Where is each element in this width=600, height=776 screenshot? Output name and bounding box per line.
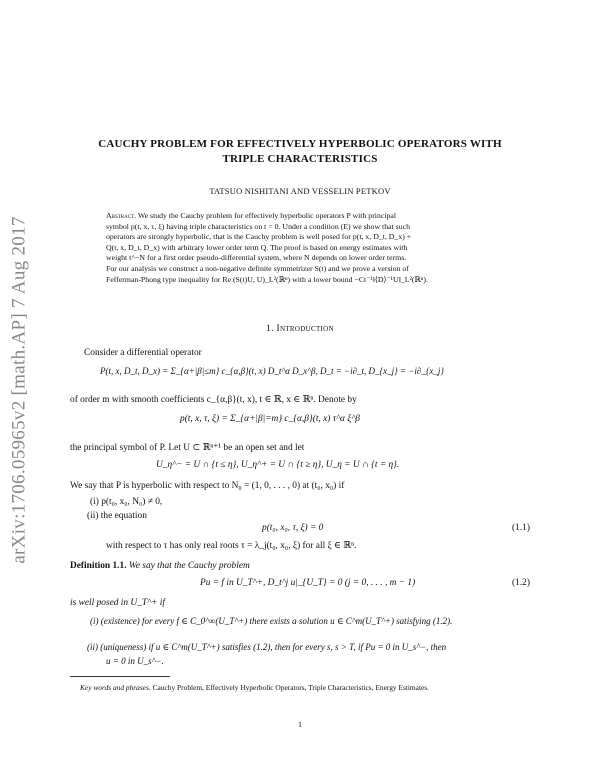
abstract-line: We study the Cauchy problem for effectively hyperbolic operators P with principal — [137, 211, 397, 220]
abstract-line: Fefferman-Phong type inequality for Re (S(t)U, U)_L²(ℝⁿ) with a lower bound −Ct⁻¹‖⟨D⟩⁻¹U‖_L²(ℝⁿ). — [106, 274, 428, 284]
abstract-line: symbol p(t, x, τ, ξ) having triple characteristics on t = 0. Under a condition (E) we show that such — [106, 221, 410, 231]
abstract — [106, 211, 496, 285]
equation-operator: P(t, x, D_t, D_x) = Σ_{α+|β|≤m} c_{α,β}(t, x) D_t^α D_x^β, D_t = −i∂_t, D_{x_j} = −i∂_{x_j} — [100, 366, 445, 376]
abstract-line: weight t^−N for a first order pseudo-differential system, where N depends on lower order terms. — [106, 253, 407, 263]
equation-sets: U_η^− = U ∩ {t ≤ η}, U_η^+ = U ∩ {t ≥ η}, U_η = U ∩ {t = η}. — [156, 460, 400, 470]
list-item-continuation: u = 0 in U_s^−. — [106, 656, 164, 666]
paper-title — [70, 137, 530, 167]
paragraph: the principal symbol of P. Let U ⊂ ℝⁿ⁺¹ be an open set and let — [70, 443, 305, 453]
list-item: (i) (existence) for every f ∈ C_0^∞(U_T^+) there exists a solution u ∈ C^m(U_T^+) satisfying (1.2). — [90, 616, 453, 626]
list-item: (ii) the equation — [87, 511, 147, 521]
list-item: (i) p(t₀, x₀, N₀) ≠ 0, — [90, 497, 163, 507]
page-number: 1 — [298, 720, 302, 729]
abstract-line: Q(t, x, D_t, D_x) with arbitrary lower order term Q. The proof is based on energy estimates with — [106, 242, 408, 252]
title-line-1: CAUCHY PROBLEM FOR EFFECTIVELY HYPERBOLIC OPERATORS WITH — [98, 138, 502, 150]
footnote-text: Cauchy Problem, Effectively Hyperbolic Operators, Triple Characteristics, Energy Estimates. — [152, 683, 430, 692]
paragraph: is well posed in U_T^+ if — [70, 598, 165, 608]
abstract-line: operators are strongly hyperbolic, that is the Cauchy problem is well posed for p(t, x, D_t, D_x) + — [106, 232, 412, 242]
list-item: (ii) (uniqueness) if u ∈ C^m(U_T^+) satisfies (1.2), then for every s, s > T, if Pu = 0 in U_s^−, then — [87, 642, 447, 652]
equation-number: (1.2) — [512, 578, 530, 588]
abstract-label: Abstract. — [106, 211, 137, 220]
abstract-line: For our analysis we construct a non-negative definite symmetrizer S(t) and we prove a version of — [106, 263, 409, 273]
footnote-label: Key words and phrases. — [80, 683, 151, 692]
equation-1-1: p(t₀, x₀, τ, ξ) = 0 — [262, 523, 324, 533]
definition-heading: Definition 1.1. — [70, 561, 127, 571]
equation-symbol: p(t, x, τ, ξ) = Σ_{α+|β|=m} c_{α,β}(t, x) τ^α ξ^β — [180, 414, 360, 424]
equation-number: (1.1) — [512, 523, 530, 533]
definition-line — [70, 561, 250, 571]
paragraph: with respect to τ has only real roots τ = λ_j(t₀, x₀, ξ) for all ξ ∈ ℝⁿ. — [106, 541, 357, 551]
footnote — [70, 682, 530, 693]
paragraph: Consider a differential operator — [84, 348, 202, 358]
authors: TATSUO NISHITANI AND VESSELIN PETKOV — [209, 186, 391, 196]
paragraph: of order m with smooth coefficients c_{α,β}(t, x), t ∈ ℝ, x ∈ ℝⁿ. Denote by — [70, 395, 357, 405]
arxiv-identifier: arXiv:1706.05965v2 [math.AP] 7 Aug 2017 — [9, 216, 31, 564]
definition-text: We say that the Cauchy problem — [128, 561, 250, 571]
footnote-rule — [70, 676, 170, 677]
title-line-2: TRIPLE CHARACTERISTICS — [222, 153, 378, 165]
equation-1-2: Pu = f in U_T^+, D_t^j u|_{U_T} = 0 (j = 0, . . . , m − 1) — [200, 578, 416, 588]
paragraph: We say that P is hyperbolic with respect to N₀ = (1, 0, . . . , 0) at (t₀, x₀) if — [70, 481, 345, 491]
section-heading: 1. Introduction — [266, 324, 334, 334]
